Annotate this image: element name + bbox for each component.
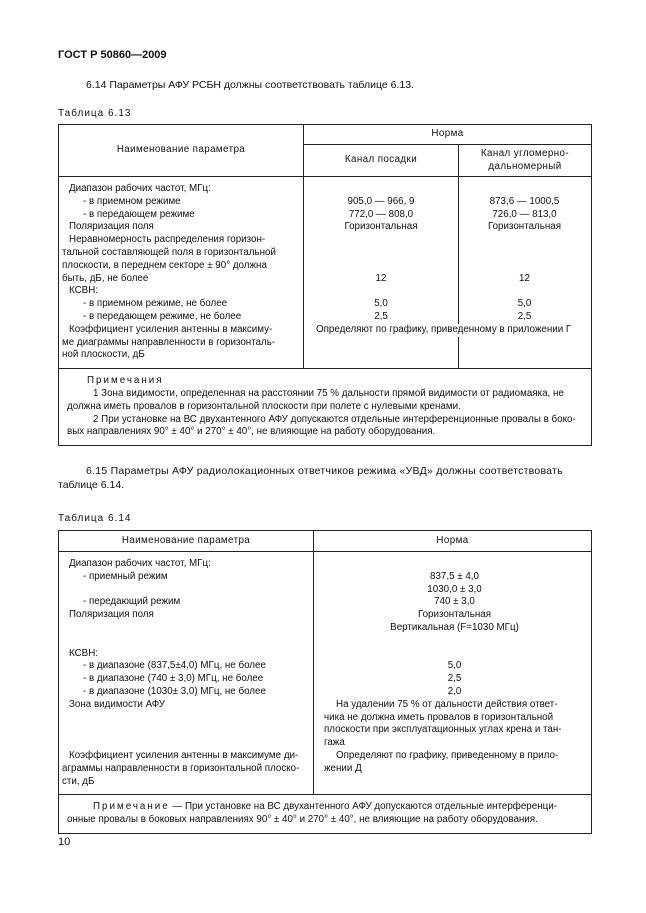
param-column: Диапазон рабочих частот, МГц: - приемный режим - передающий режим Поляризация поля КСВН: - в диапазоне (837,5±4,0) МГц, не более - в диапазоне (740 ± 3,0) МГц, не более - в диапазоне (1030± 3,0) МГц, не более Зона видимости АФУ Коэффициент усиления антенны в максимуме ди- аграммы направленности в горизонтальной плоско- сти, дБ	[59, 552, 314, 795]
table-6-13	[58, 124, 592, 446]
col-header-norm: Норма	[314, 531, 592, 552]
norm-column: 837,5 ± 4,0 1030,0 ± 3,0 740 ± 3,0 Горизонтальная Вертикальная (F=1030 МГц) 5,0 2,5 2,0 На удалении 75 % от дальности действия ответ- чика не должна иметь провалов в горизонтальной плоскости при эксплуатационных углах крена и тан- гажа Определяют по графику, приведенному в прило- жении Д	[314, 552, 592, 795]
table-6-13-notes: Примечания 1 Зона видимости, определенная на расстоянии 75 % дальности прямой видимости от радиомаяка, не должна иметь провалов в горизонтальной плоскости при полете с нулевыми кренами. 2 При установке на ВС двухантенного АФУ допускаются отдельные интерференционные провалы в боко- вых направлениях 90° ± 40° и 270° ± 40°, не влияющие на работу оборудования.	[59, 369, 592, 446]
table-6-14-caption: Таблица 6.14	[58, 513, 132, 524]
gain-norm-text: Определяют по графику, приведенному в приложении Г	[304, 324, 591, 337]
table-6-14	[58, 530, 592, 834]
page-number: 10	[58, 836, 71, 848]
table-6-13-caption: Таблица 6.13	[58, 108, 132, 119]
document-code: ГОСТ Р 50860—2009	[58, 49, 167, 61]
table-6-14-note: Примечание — При установке на ВС двухантенного АФУ допускаются отдельные интерференци- онные провалы в боковых направлениях 90° ± 40° и 270° ± 40°, не влияющие на работу оборудования.	[59, 795, 592, 834]
col-header-landing-channel: Канал посадки	[304, 145, 459, 177]
col-header-param: Наименование параметра	[59, 531, 314, 552]
col-header-norm: Норма	[304, 125, 592, 145]
norm-column: 905,0 — 966, 9 772,0 — 808,0 Горизонтальная 12 5,0 2,5 873,6 — 1000,5 726,0 — 813,0 Горизонтальная 12 5,0 2,5 Определяют по графику, приведенному в приложении Г	[304, 177, 592, 369]
section-6-15-text: 6.15 Параметры АФУ радиолокационных ответчиков режима «УВД» должны соответствовать таблице 6.14.	[58, 465, 563, 491]
col-header-param: Наименование параметра	[59, 125, 304, 177]
col-header-angle-range-channel: Канал угломерно- дальномерный	[459, 145, 592, 177]
param-column: Диапазон рабочих частот, МГц: - в приемном режиме - в передающем режиме Поляризация поля Неравномерность распределения горизон- тальной составляющей поля в горизонтальной плоскости, в переднем секторе ± 90° должна быть, дБ, не более КСВН: - в приемном режиме, не более - в передающем режиме, не более Коэффициент усиления антенны в максиму- ме диаграммы направленности в горизонталь- ной плоскости, дБ	[59, 177, 304, 369]
section-6-14-text: 6.14 Параметры АФУ РСБН должны соответствовать таблице 6.13.	[86, 79, 414, 91]
